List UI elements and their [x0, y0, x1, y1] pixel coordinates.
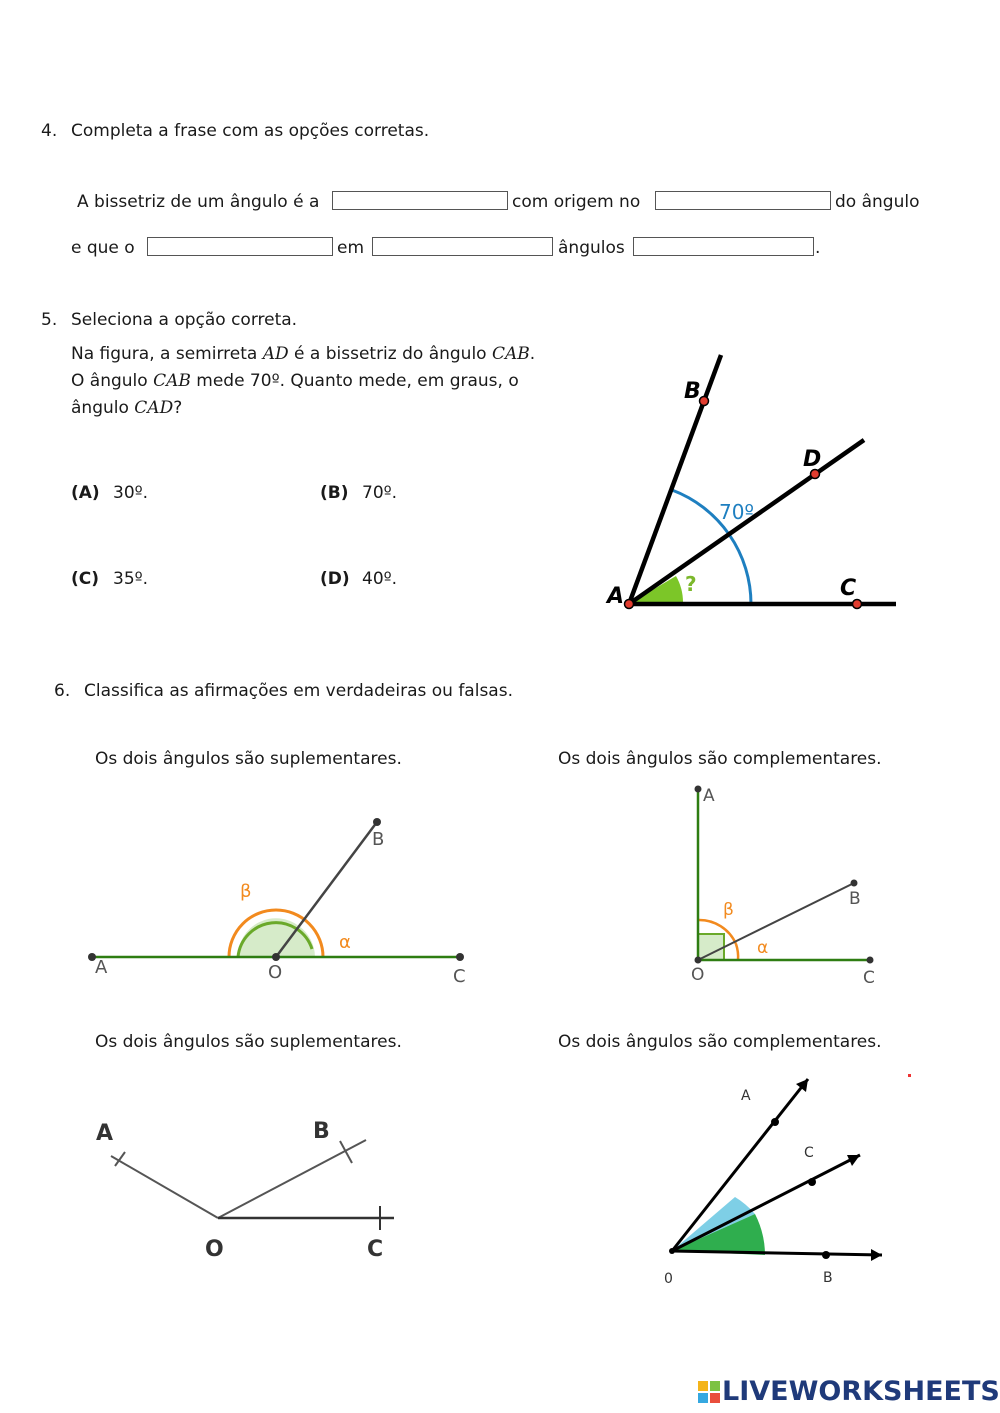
q4-answer-field-2[interactable] [655, 191, 831, 210]
label-a: A [741, 1088, 751, 1104]
liveworksheets-logo-icon [698, 1381, 720, 1403]
q4-answer-field-1[interactable] [332, 191, 508, 210]
ray-ob [218, 1140, 366, 1218]
q4-text-1c: do ângulo [835, 192, 920, 212]
q4-text-2b: em [337, 238, 365, 258]
ray-oa [111, 1156, 218, 1218]
q6-figure-1 [80, 810, 480, 990]
point-b [822, 1251, 830, 1259]
q5-option-a[interactable]: (A) 30º. [71, 483, 149, 503]
point-c [867, 957, 874, 964]
label-o: 0 [664, 1271, 673, 1287]
ray-ab [629, 355, 721, 604]
label-alpha: α [757, 938, 769, 958]
label-a: A [607, 584, 625, 609]
point-o [272, 953, 280, 961]
question-4-prompt: Completa a frase com as opções corretas. [71, 121, 430, 141]
label-b: B [823, 1270, 833, 1286]
ray-oc [672, 1155, 860, 1251]
label-c: C [453, 966, 466, 987]
point-a [771, 1118, 779, 1126]
ray-ob [276, 822, 377, 957]
label-c: C [367, 1237, 384, 1262]
label-unknown: ? [685, 572, 697, 596]
label-b: B [684, 379, 701, 404]
liveworksheets-logo: LIVEWORKSHEETS [722, 1376, 1000, 1407]
q5-text-line-3: ângulo CAD? [71, 398, 183, 418]
arc-alpha [736, 944, 738, 960]
q6-figure-4 [655, 1070, 915, 1290]
q5-option-b[interactable]: (B) 70º. [320, 483, 398, 503]
label-a: A [95, 957, 108, 978]
label-beta: β [723, 900, 734, 920]
q4-text-2a: e que o [71, 238, 135, 258]
label-a: A [96, 1121, 114, 1146]
label-d: D [803, 447, 822, 472]
label-alpha: α [339, 932, 351, 953]
label-o: O [268, 962, 283, 983]
question-6-number: 6. [54, 681, 71, 701]
q4-text-1b: com origem no [512, 192, 641, 212]
label-b: B [313, 1119, 330, 1144]
q4-text-2c: ângulos [558, 238, 625, 258]
label-c: C [863, 968, 875, 988]
ray-ob [672, 1251, 882, 1255]
q4-answer-field-3[interactable] [147, 237, 333, 256]
point-b [373, 818, 381, 826]
stray-dot [908, 1074, 911, 1077]
ray-ob [698, 883, 854, 960]
label-o: O [691, 965, 705, 985]
label-beta: β [240, 881, 252, 902]
q6-figure-2 [680, 775, 895, 990]
label-b: B [372, 829, 385, 850]
label-c: C [840, 576, 857, 601]
point-b [700, 397, 709, 406]
arrow-b [871, 1249, 882, 1261]
q6-figure-3 [85, 1105, 405, 1265]
q4-answer-field-4[interactable] [372, 237, 553, 256]
q6-statement-1: Os dois ângulos são suplementares. [95, 749, 402, 769]
question-5-number: 5. [41, 310, 58, 330]
point-c [808, 1178, 816, 1186]
label-c: C [804, 1145, 814, 1161]
q5-text-line-1: Na figura, a semirreta AD é a bissetriz do ângulo CAB. [71, 344, 536, 364]
point-b [851, 880, 858, 887]
question-5-prompt: Seleciona a opção correta. [71, 310, 298, 330]
point-c [456, 953, 464, 961]
q4-answer-field-5[interactable] [633, 237, 814, 256]
q6-statement-2: Os dois ângulos são complementares. [558, 749, 882, 769]
point-a [625, 600, 634, 609]
question-4-number: 4. [41, 121, 58, 141]
q4-text-2d: . [815, 238, 821, 258]
label-b: B [849, 889, 861, 909]
point-a [695, 786, 702, 793]
q5-bisector-figure [590, 345, 910, 625]
q5-text-line-2: O ângulo CAB mede 70º. Quanto mede, em graus, o [71, 371, 519, 391]
q6-statement-3: Os dois ângulos são suplementares. [95, 1032, 402, 1052]
question-6-prompt: Classifica as afirmações em verdadeiras ou falsas. [84, 681, 513, 701]
label-o: O [205, 1237, 224, 1262]
q6-statement-4: Os dois ângulos são complementares. [558, 1032, 882, 1052]
q4-text-1a: A bissetriz de um ângulo é a [77, 192, 320, 212]
point-o [669, 1248, 675, 1254]
q5-option-d[interactable]: (D) 40º. [320, 569, 398, 589]
right-angle-mark [698, 934, 724, 960]
label-70: 70º [719, 500, 754, 524]
q5-option-c[interactable]: (C) 35º. [71, 569, 149, 589]
label-a: A [703, 786, 715, 806]
point-o [695, 957, 702, 964]
